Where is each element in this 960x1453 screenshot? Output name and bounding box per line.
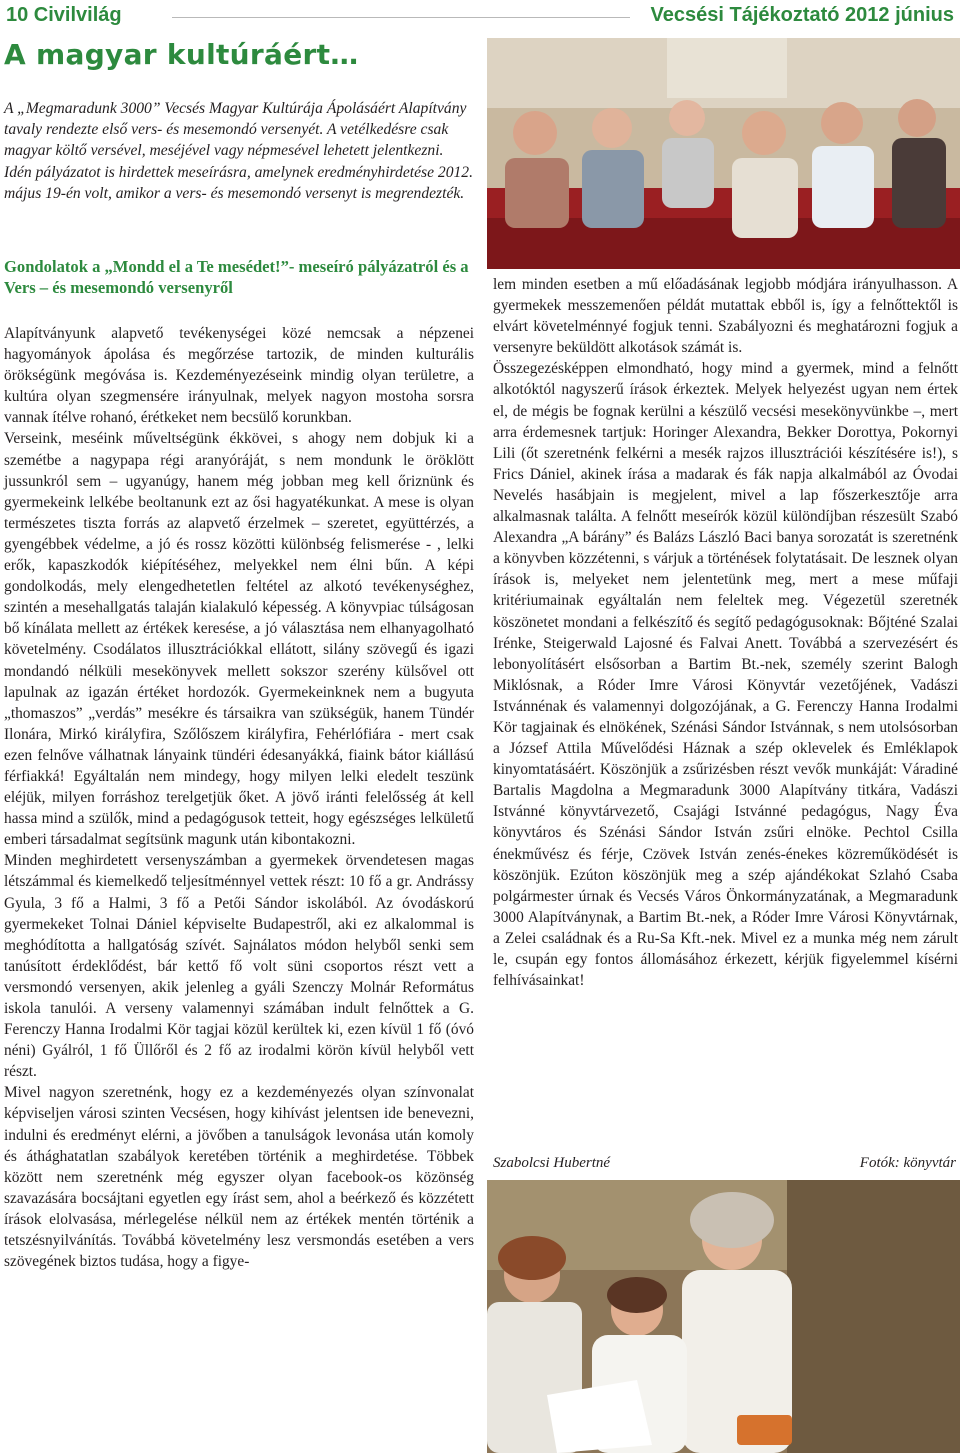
audience-photo-image: [487, 38, 960, 269]
article-lead: A „Megmaradunk 3000” Vecsés Magyar Kultúrája Ápolásáért Alapítvány tavaly rendezte első vers- és mesemondó versenyét. A vetélkedésre csak magyar költő versével, meséjével vagy népmesével lehetett jelentkezni. Idén pályázatot is hirdettek meseírásra, amelynek eredményhirdetése 2012. május 19-én volt, amikor a vers- és mesemondó versenyt is megrendezték.: [4, 100, 473, 202]
award-photo-image: [487, 1180, 960, 1453]
paragraph: Verseink, meséink műveltségünk ékkövei, s ahogy nem dobjuk ki a szemétbe a nagypapa régi aranyóráját, s nem mondunk le öröklött jussunkról sem – ugyanúgy, hanem még jobban meg kell őriznünk és gyermekeink lelkébe beoltanunk ezt az ősi hagyatékunkat. A mese is olyan természetes tiszta forrás az alapvető érzelmek – szeretet, együttérzés, a gyengébbek védelme, a jó és rossz közötti különbség felismerése - , lelki erők, kapaszkodók kiépítéséhez, melyekkel nem élni bűn. A képi gondolkodás, mely elengedhetetlen feltétel az alkotó tevékenységhez, szintén a mesehallgatás talaján kialakuló képesség. A könyvpiac túlságosan bő kínálata mellett az értékek keresése, a jó választása nem elhanyagolható követelmény. Csodálatos illusztrációkkal ellátott, silány szövegű és igazi mondandó nélküli mesekönyvek mellett sokszor szerény külsővel ott lapulnak az igazán értéket hordozók. Gyermekeinknek nem a bugyuta „thomaszos” „verdás” mesékre és társaikra van szükségük, hanem Tündér Ilonára, Mirkó királyfira, Szőlőszem királyfira, Fehérlófiára - mert csak ezen felnőve válhatnak lányaink tündéri édesanyákká, fiaink bátor kiállású férfiakká! Egyáltalán nem mindegy, hogy milyen lelki eledelt teszünk eléjük, milyen forráshoz terelgetjük őket. A jövő iránti felelősség át kell hassa mind a szülők, mind a pedagógusok tetteit, hogy egészséges lelkületű emberi társadalmat segítsünk magunk után kibontakozni.: [4, 430, 474, 849]
audience-photo: [487, 38, 960, 269]
article-subheading: Gondolatok a „Mondd el a Te mesédet!”- meseíró pályázatról és a Vers – és mesemondó versenyről: [4, 257, 469, 297]
paragraph: Összegezésképpen elmondható, hogy mind a gyermek, mind a felnőtt alkotóktól nagyszerű írások érkeztek. Melyek helyezést ugyan nem értek el, de mégis be fognak kerülni a készülő vecsési mesekönyvünkbe –, mert arra érdemesnek tartjuk: Horinger Alexandra, Bekker Dorottya, Pokornyi Lili (őt szeretnénk felkérni a mesék rajzos illusztrációi készítésére is!), s Frics Dániel, akinek írása a madarak és fák napja alkalmából az Óvodai Nevelés hasábjain is megjelent, mivel a lap főszerkesztője arra alkalmasnak találta. A felnőtt meseírók közül különdíjban részesült Szabó Alexandra „A bárány” és Balázs László Baci banya sorozatát is szeretnénk a könyvben közzétenni, s várjuk a történések folytatásait. De lesznek olyan írások is, melyeket nem jelentetünk meg, mert a mese műfaji kritériumainak egyáltalán nem feleltek meg. Végezetül szeretnék köszönetet mondani a felkészítő és segítő pedagógusoknak: Bőjténé Szalai Irénke, Steigerwald Lajosné és Falvai Anett. Továbbá a szervezésért és lebonyolításért elsősorban a Bartim Bt.-nek, személy szerint Balogh Miklósnak, a Róder Imre Városi Könyvtár vezetőjének, Vadászi Istvánnénak és valamennyi dolgozójának, a G. Ferenczy Hanna Irodalmi Kör tagjainak és elnökének, Szénási Sándor Istvánnak, s nem utolsósorban a József Attila Művelődési Háznak a szép oklevelek és Emléklapok kinyomtatásáért. Köszönjük a zsűrizésben részt vevők munkáját: Váradiné Bartalis Magdolna a Megmaradunk 3000 Alapítvány titkára, Vadászi Istvánné könyvtárvezető, Csajági Istvánné pedagógus, Nagy Éva könyvtáros és Szénási Sándor István zsűri elnöke. Pechtol Csilla énekművész és férje, Czövek István zenés-énekes közreműködését is köszönjük. Ezúton köszönjük meg a szép ajándékokat Szlahó Csaba polgármester úrnak és Vecsés Város Önkormányzatának, a Megmaradunk 3000 Alapítványnak, a Bartim Bt.-nek, a Róder Imre Városi Könyvtárnak, a Zelei családnak és a Ru-Sa Kft.-nek. Mivel ez a munka még nem zárult le, csupán egy fontos állomásához érkezett, kérjük figyelemmel kísérni felhívásainkat!: [493, 360, 958, 990]
paragraph: Alapítványunk alapvető tevékenységei közé nemcsak a népzenei hagyományok ápolása és megőrzése tartozik, de minden kulturális örökségünk megóvása is. Kezdeményezéseink mindig olyan területre, a kultúra olyan szegmensére irányulnak, melyek nagyon mostoha sorsra vannak ítélve rohanó, érétkeket nem becsülő korunkban.: [4, 325, 474, 427]
header-divider: [172, 17, 630, 18]
page-header: [0, 0, 960, 34]
paragraph: Mivel nagyon szeretnénk, hogy ez a kezdeményezés olyan színvonalat képviseljen városi szinten Vecsésen, hogy kihívást jelentsen ide benevezni, indulni és eredményt elérni, a jövőben a tanulságok levonása után komoly és áthághatatlan szabályok keretében történik a meghirdetése. Többek között nem szeretnénk még egyszer olyan facebook-os közönség szavazására bocsájtani egyetlen egy írást sem, ahol a beérkező és közzétett írások elolvasása, mérlegelése nélkül nem az értékek mentén történik a tetszésnyilvánítás. Továbbá követelmény lesz versmondás esetében a vers szövegének biztos tudása, hogy a figye-: [4, 1084, 474, 1271]
author-name: Szabolcsi Hubertné: [493, 1155, 611, 1171]
photo-credit: Fotók: könyvtár: [859, 1155, 956, 1171]
paragraph: lem minden esetben a mű előadásának legjobb módjára irányulhasson. A gyermekek messzemenően példát mutattak ebből is, így a felnőttektől is elvárt követelménnyé fogjuk tenni. Szabályozni és meghatározni fogjuk a versenyre beküldött alkotások számát is.: [493, 276, 958, 357]
section-label: 10 Civilvilág: [6, 4, 122, 26]
award-photo: [487, 1180, 960, 1453]
right-column: [493, 274, 958, 991]
paragraph: Minden meghirdetett versenyszámban a gyermekek örvendetesen magas létszámmal és kiemelkedő teljesítménnyel vettek részt: 10 fő a gr. Andrássy Gyula, 3 fő a Halmi, 3 fő a Petői Sándor iskolából. Az óvodáskorú gyermekeket Tolnai Dániel képviselte Budapestről, aki ez alkalommal is meghódította a hallgatóság szívét. Sajnálatos módon helyből senki sem tanúsított érdeklődést, bár kettő fő volt süni csoportos részt vett a versmondó versenyen, akik jelenleg a gyáli Szenczy Molnár Református iskola tanulói. A verseny valamennyi számában indult felnőttek a G. Ferenczy Hanna Irodalmi Kör tagjai közül kerültek ki, ezen kívül 1 fő (óvó néni) Gyálról, 1 fő Üllőről és 2 fő az irodalmi körön kívül helyből vett részt.: [4, 852, 474, 1081]
left-column: [4, 323, 474, 1272]
publication-label: Vecsési Tájékoztató 2012 június: [650, 4, 954, 26]
article-title: A magyar kultúráért…: [4, 38, 359, 71]
